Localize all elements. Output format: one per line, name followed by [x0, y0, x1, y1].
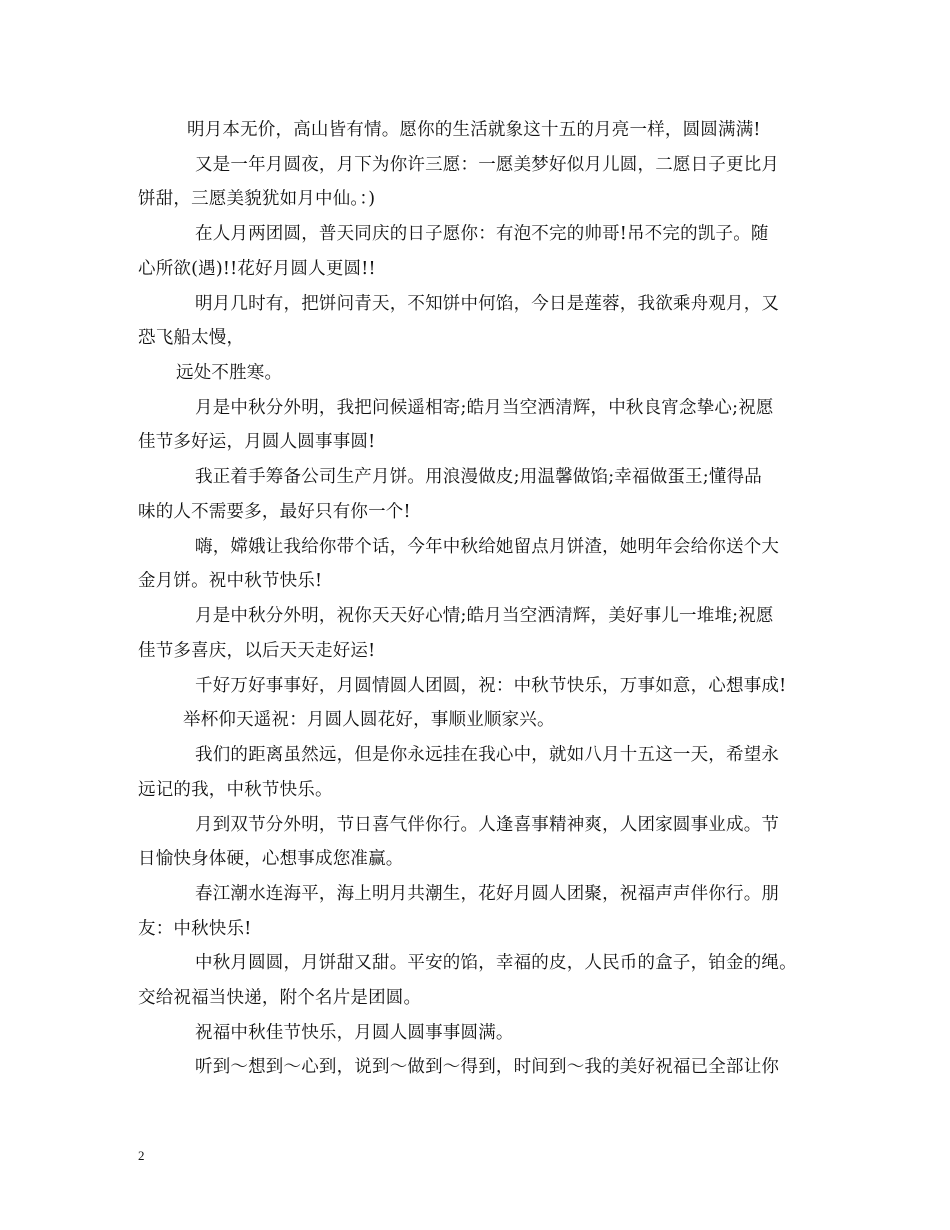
text-line-14: 金月饼。祝中秋节快乐!	[138, 571, 323, 591]
text-line-2: 又是一年月圆夜，月下为你许三愿：一愿美梦好似月儿圆，二愿日子更比月	[195, 155, 780, 175]
text-line-21: 月到双节分外明，节日喜气伴你行。人逢喜事精神爽，人团家圆事业成。节	[195, 815, 780, 835]
text-line-1: 明月本无价，高山皆有情。愿你的生活就象这十五的月亮一样，圆圆满满!	[187, 120, 761, 140]
text-line-18: 举杯仰天遥祝：月圆人圆花好，事顺业顺家兴。	[183, 710, 555, 730]
text-line-19: 我们的距离虽然远，但是你永远挂在我心中，就如八月十五这一天，希望永	[195, 745, 780, 765]
text-line-10: 佳节多好运，月圆人圆事事圆!	[138, 432, 376, 452]
text-line-3: 饼甜，三愿美貌犹如月中仙。：)	[138, 189, 376, 209]
text-line-24: 友：中秋快乐!	[138, 919, 252, 939]
text-line-25: 中秋月圆圆，月饼甜又甜。平安的馅，幸福的皮，人民币的盒子，铂金的绳。	[195, 953, 797, 973]
text-line-7: 恐飞船太慢，	[138, 328, 245, 348]
text-line-4: 在人月两团圆，普天同庆的日子愿你：有泡不完的帅哥!吊不完的凯子。随	[195, 224, 769, 244]
text-line-27: 祝福中秋佳节快乐，月圆人圆事事圆满。	[195, 1023, 514, 1043]
text-line-5: 心所欲(遇)!!花好月圆人更圆!!	[138, 259, 376, 279]
text-line-28: 听到～想到～心到，说到～做到～得到，时间到～我的美好祝福已全部让你	[195, 1057, 780, 1077]
text-line-9: 月是中秋分外明，我把问候遥相寄;皓月当空洒清辉，中秋良宵念挚心;祝愿	[195, 398, 774, 418]
text-line-26: 交给祝福当快递，附个名片是团圆。	[138, 988, 422, 1008]
text-line-22: 日愉快身体硬，心想事成您准赢。	[138, 849, 404, 869]
text-line-20: 远记的我，中秋节快乐。	[138, 780, 333, 800]
text-line-11: 我正着手筹备公司生产月饼。用浪漫做皮;用温馨做馅;幸福做蛋王;懂得品	[195, 467, 762, 487]
page-number: 2	[138, 1148, 145, 1163]
text-line-17: 千好万好事事好，月圆情圆人团圆，祝：中秋节快乐，万事如意，心想事成!	[195, 676, 787, 696]
text-line-16: 佳节多喜庆，以后天天走好运!	[138, 641, 376, 661]
text-line-15: 月是中秋分外明，祝你天天好心情;皓月当空洒清辉，美好事儿一堆堆;祝愿	[195, 606, 774, 626]
text-line-23: 春江潮水连海平，海上明月共潮生，花好月圆人团聚，祝福声声伴你行。朋	[195, 884, 780, 904]
text-line-12: 味的人不需要多，最好只有你一个!	[138, 502, 411, 522]
text-line-6: 明月几时有，把饼问青天，不知饼中何馅，今日是莲蓉，我欲乘舟观月，又	[195, 294, 780, 314]
text-line-8: 远处不胜寒。	[176, 363, 283, 383]
text-line-13: 嗨，嫦娥让我给你带个话，今年中秋给她留点月饼渣，她明年会给你送个大	[195, 537, 780, 557]
